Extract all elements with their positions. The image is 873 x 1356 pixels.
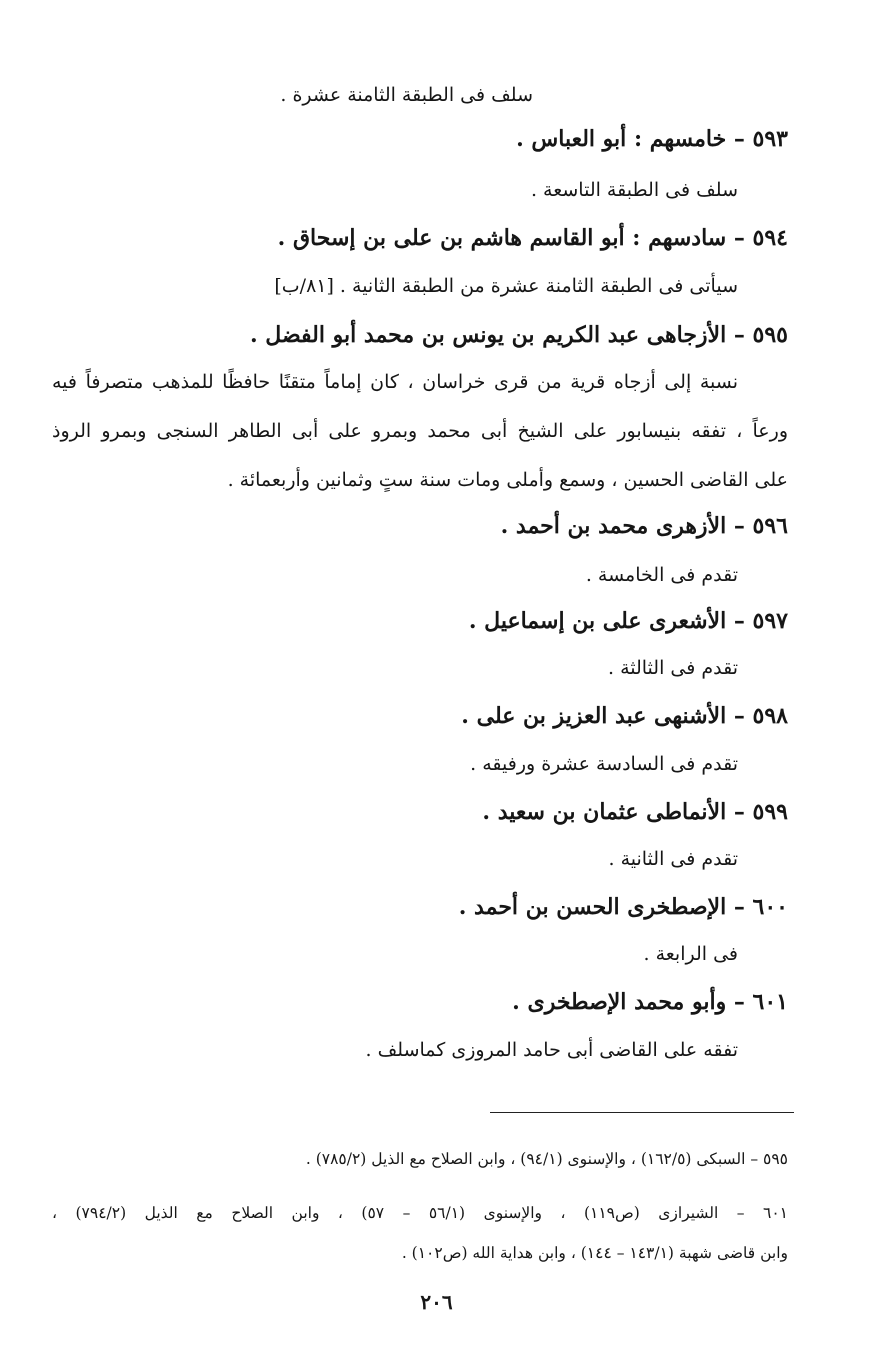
entry-text: تقدم فى الثانية . — [608, 848, 738, 870]
page-number: ٢٠٦ — [420, 1290, 453, 1314]
entry-text: تقدم فى الخامسة . — [585, 564, 738, 586]
footnote: ٦٠١ – الشيرازى (ص١١٩) ، والإسنوى (٥٦/١ – ٥٧) ، وابن الصلاح مع الذيل (٧٩٤/٢) ، — [52, 1204, 788, 1222]
footnote: ٥٩٥ – السبكى (١٦٢/٥) ، والإسنوى (٩٤/١) ، وابن الصلاح مع الذيل (٧٨٥/٢) . — [305, 1150, 788, 1168]
entry-text: تقدم فى السادسة عشرة ورفيقه . — [470, 753, 738, 775]
entry-heading: ٥٩٧ – الأشعرى على بن إسماعيل . — [468, 608, 788, 634]
entry-heading: ٥٩٦ – الأزهرى محمد بن أحمد . — [500, 513, 788, 539]
entry-text: سلف فى الطبقة التاسعة . — [530, 179, 738, 201]
entry-text: تقدم فى الثالثة . — [607, 657, 738, 679]
entry-text: ورعاً ، تفقه بنيسابور على الشيخ أبى محمد وبمرو على أبى الطاهر السنجى وبمرو الروذ — [52, 420, 788, 442]
entry-heading: ٥٩٩ – الأنماطى عثمان بن سعيد . — [482, 799, 788, 825]
footnote-rule — [490, 1112, 794, 1113]
footnote: وابن قاضى شهبة (١٤٣/١ – ١٤٤) ، وابن هداية الله (ص١٠٢) . — [401, 1244, 788, 1262]
entry-text: تفقه على القاضى أبى حامد المروزى كماسلف . — [365, 1039, 738, 1061]
entry-heading: ٥٩٣ – خامسهم : أبو العباس . — [516, 126, 788, 152]
entry-heading: ٥٩٤ – سادسهم : أبو القاسم هاشم بن على بن إسحاق . — [277, 225, 788, 251]
entry-heading: ٥٩٨ – الأشنهى عبد العزيز بن على . — [461, 703, 788, 729]
entry-heading: ٥٩٥ – الأزجاهى عبد الكريم بن يونس بن محمد أبو الفضل . — [249, 322, 788, 348]
entry-text: نسبة إلى أزجاه قرية من قرى خراسان ، كان إماماً متقنًا حافظًا للمذهب متصرفاً فيه — [52, 371, 738, 393]
entry-text: سلف فى الطبقة الثامنة عشرة . — [280, 84, 533, 106]
entry-text: على القاضى الحسين ، وسمع وأملى ومات سنة ستٍ وثمانين وأربعمائة . — [227, 469, 788, 491]
entry-text: سيأتى فى الطبقة الثامنة عشرة من الطبقة الثانية . [٨١/ب] — [274, 275, 738, 297]
entry-text: فى الرابعة . — [643, 943, 738, 965]
entry-heading: ٦٠١ – وأبو محمد الإصطخرى . — [512, 989, 788, 1015]
entry-heading: ٦٠٠ – الإصطخرى الحسن بن أحمد . — [458, 894, 788, 920]
